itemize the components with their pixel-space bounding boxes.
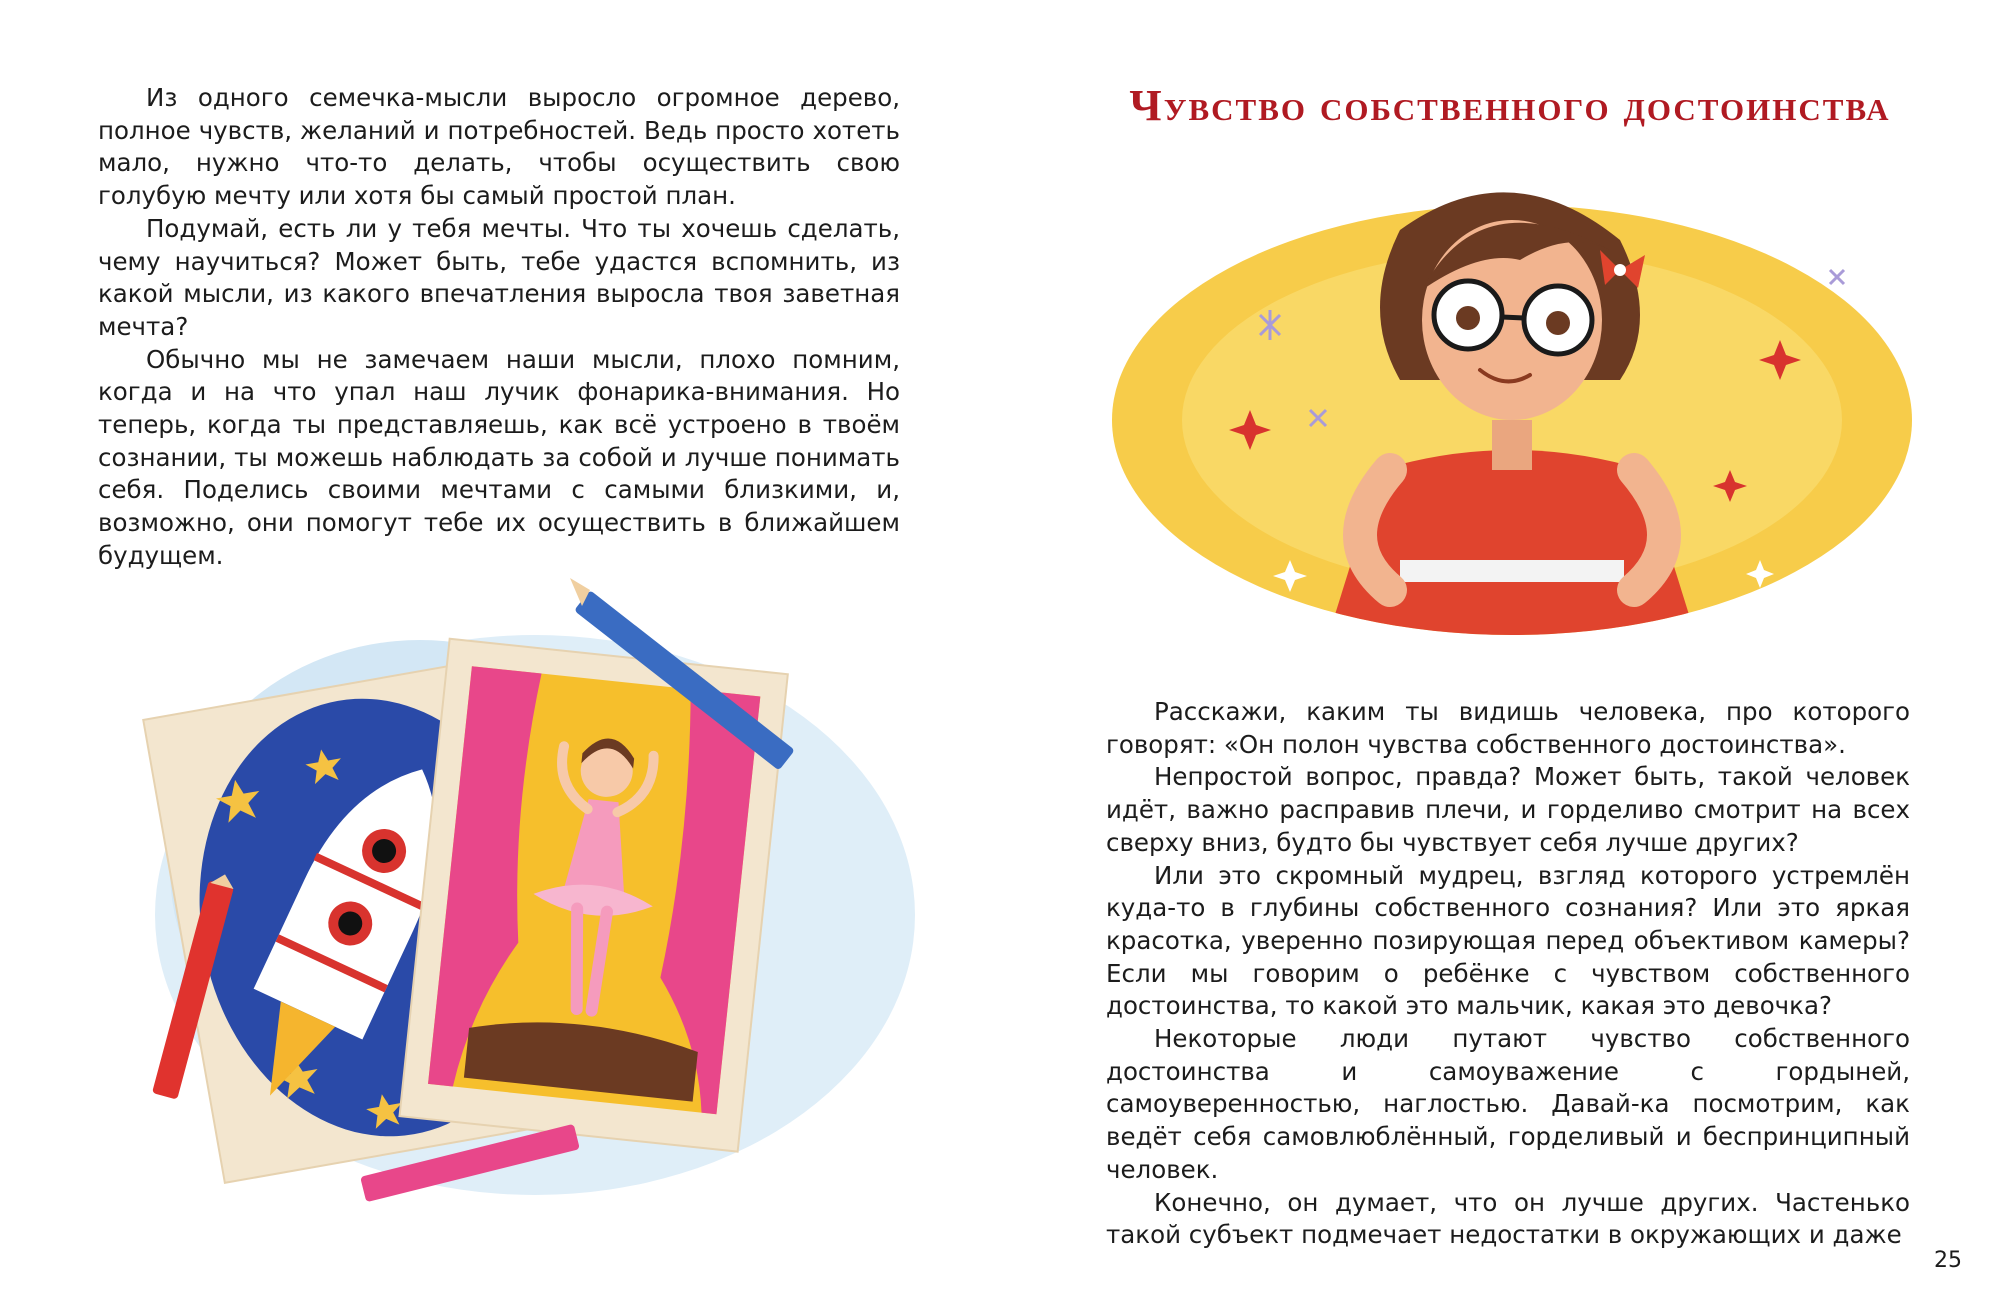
page-number: 25 [1934, 1248, 1962, 1273]
drawings-illustration [120, 570, 920, 1230]
left-page-text [98, 82, 900, 573]
section-heading: Чувство собственного достоинства [1129, 81, 1891, 130]
right-page-text [1106, 696, 1910, 1252]
right-paragraph-3: Или это скромный мудрец, взгляд которого устремлён куда-то в глубины собственного сознания? Или это яркая красотка, уверенно позирующая перед объективом камеры? Если мы говорим о ребёнке с чувством собственного достоинства, то какой это мальчик, какая это девочка? [1106, 860, 1910, 1021]
right-paragraph-4: Некоторые люди путают чувство собственного достоинства и самоуважение с гордыней, самоуверенностью, наглостью. Давай-ка посмотрим, как ведёт себя самовлюблённый, горделивый и беспринципный человек. [1106, 1024, 1910, 1184]
left-paragraph-3: Обычно мы не замечаем наши мысли, плохо помним, когда и на что упал наш лучик фонарика-внимания. Но теперь, когда ты представляешь, как всё устроено в твоём сознании, ты можешь наблюдать за собой и лучше понимать себя. Поделись своими мечтами с самыми близкими, и, возможно, они помогут тебе их осуществить в ближайшем будущем. [98, 344, 900, 570]
right-paragraph-5: Конечно, он думает, что он лучше других. Частенько такой субъект подмечает недостатки в окружающих и даже [1106, 1187, 1910, 1250]
left-paragraph-2: Подумай, есть ли у тебя мечты. Что ты хочешь сделать, чему научиться? Может быть, тебе удастся вспомнить, из какой мысли, из какого впечатления выросла твоя заветная мечта? [98, 213, 900, 341]
girl-illustration [1100, 170, 1920, 650]
right-paragraph-2: Непростой вопрос, правда? Может быть, такой человек идёт, важно расправив плечи, и горделиво смотрит на всех сверху вниз, будто бы чувствует себя лучше других? [1106, 762, 1910, 857]
right-paragraph-1: Расскажи, каким ты видишь человека, про которого говорят: «Он полон чувства собственного достоинства». [1106, 697, 1910, 759]
left-paragraph-1: Из одного семечка-мысли выросло огромное дерево, полное чувств, желаний и потребностей. Ведь просто хотеть мало, нужно что-то делать, чтобы осуществить свою голубую мечту или хотя бы самый простой план. [98, 83, 900, 211]
